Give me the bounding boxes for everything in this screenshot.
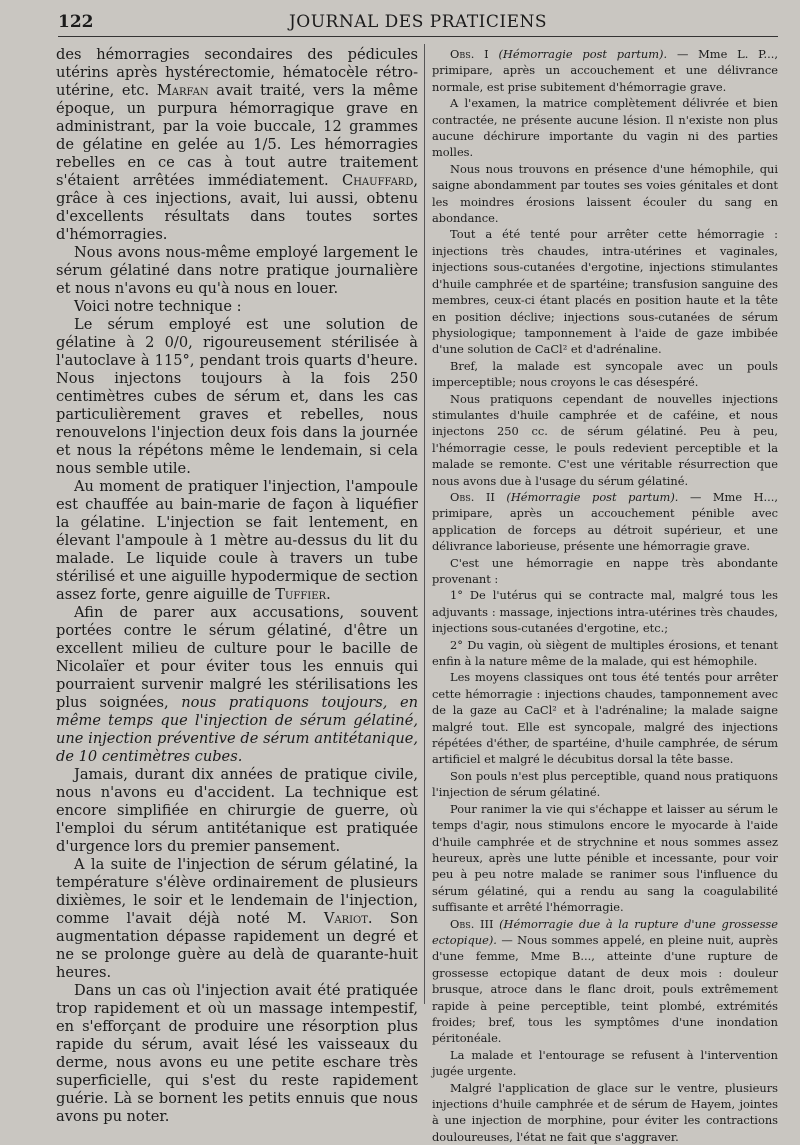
paragraph-text: — Mme L. P..., primipare, après un accouchement et une délivrance normale, est prise subitement d'hémorragie grave.: [432, 47, 778, 94]
paragraph: Le sérum employé est une solution de gélatine à 2 0/0, rigoureusement stérilisée à l'autoclave à 115°, pendant trois quarts d'heure. Nous injectons toujours à la fois 250 centimètres cubes de sérum et, dans les cas particulièrement graves et rebelles, nous renouvelons l'injection deux fois dans la journée et nous la répétons même le lendemain, si cela nous semble utile.: [56, 316, 418, 477]
observation-2: [432, 489, 778, 555]
paragraph: Malgré l'application de glace sur le ventre, plusieurs injections d'huile camphrée et de sérum de Hayem, jointes à une injection de morphine, pour éviter les contractions douloureuses, l'état ne fait que s'aggraver.: [432, 1080, 778, 1144]
emphasis-text: nous pratiquons toujours, en même temps que l'injection de sérum gélatiné, une injection préventive de sérum antitétanique, de 10 centimètres cubes.: [56, 694, 419, 765]
paragraph: Bref, la malade est syncopale avec un pouls imperceptible; nous croyons le cas désespéré.: [432, 358, 778, 390]
paragraph: Tout a été tenté pour arrêter cette hémorragie : injections très chaudes, intra-utérines et vaginales, injections sous-cutanées d'ergotine, injections stimulantes d'huile camphrée et de spartéine; transfusion sanguine des membres, ceux-ci étant placés en position haute et la tête en position déclive; injections sous-cutanées de sérum physiologique; tamponnement à l'aide de gaze imbibée d'une solution de CaCl² et d'adrénaline.: [432, 227, 778, 357]
observation-label: Obs. III: [450, 916, 494, 931]
observation-title: (Hémorragie post partum).: [506, 489, 679, 504]
author-name: Chauffard: [342, 172, 414, 189]
journal-title: JOURNAL DES PRATICIENS: [288, 12, 548, 32]
observation-label: Obs. II: [450, 489, 495, 504]
paragraph: Voici notre technique :: [74, 298, 242, 315]
paragraph: [56, 478, 418, 604]
paragraph: 1° De l'utérus qui se contracte mal, malgré tous les adjuvants : massage, injections intra-utérines très chaudes, injections sous-cutanées d'ergotine, etc.;: [432, 588, 778, 636]
paragraph: Nous avons nous-même employé largement le sérum gélatiné dans notre pratique journalière et nous n'avons eu qu'à nous en louer.: [56, 244, 418, 297]
author-name: Tuffier: [275, 586, 327, 603]
paragraph: Nous pratiquons cependant de nouvelles injections stimulantes d'huile camphrée et de caféine, et nous injectons 250 cc. de sérum gélatiné. Peu à peu, l'hémorragie cesse, le pouls redevient perceptible et la malade se remonte. C'est une véritable résurrection que nous avons due à l'usage du sérum gélatiné.: [432, 391, 778, 488]
paragraph: [56, 604, 418, 766]
paragraph-text: — Mme H..., primipare, après un accouchement pénible avec application de forceps au détroit supérieur, et une délivrance laborieuse, présente une hémorragie grave.: [432, 489, 779, 554]
header-rule: [58, 36, 778, 37]
paragraph: [56, 46, 418, 244]
paragraph-text: Au moment de pratiquer l'injection, l'ampoule est chauffée au bain-marie de façon à liquéfier la gélatine. L'injection se fait lentement, en élevant l'ampoule à 1 mètre au-dessus du lit du malade. Le liquide coule à travers un tube stérilisé et une aiguille hypodermique de section assez forte, genre aiguille de: [56, 478, 418, 603]
paragraph: A l'examen, la matrice complètement délivrée et bien contractée, ne présente aucune lésion. Il n'existe non plus aucune déchirure importante du vagin ni des parties molles.: [432, 96, 778, 160]
right-column: [432, 46, 778, 1145]
paragraph: C'est une hémorragie en nappe très abondante provenant :: [432, 555, 778, 586]
column-separator: [424, 44, 425, 1004]
paragraph-text: . Son augmentation dépasse rapidement un degré et ne se prolonge guère au delà de quarante-huit heures.: [56, 910, 418, 981]
paragraph-text: des hémorragies secondaires des pédicules utérins après hystérectomie, hématocèle rétro-utérine, etc.: [56, 46, 418, 99]
paragraph-text: Afin de parer aux accusations, souvent portées contre le sérum gélatiné, d'être un excellent milieu de culture pour le bacille de Nicolaïer et pour éviter tous les ennuis qui pourraient survenir malgré les stérilisations les plus soignées,: [56, 604, 418, 711]
author-name: Variot: [323, 910, 368, 927]
observation-1: [432, 46, 778, 95]
paragraph: Nous nous trouvons en présence d'une hémophile, qui saigne abondamment par toutes ses voies génitales et dont les moindres érosions laissent écouler du sang en abondance.: [432, 161, 778, 226]
paragraph: 2° Du vagin, où siègent de multiples érosions, et tenant enfin à la nature même de la malade, qui est hémophile.: [432, 637, 778, 669]
paragraph-text: avait traité, vers la même époque, un purpura hémorragique grave en administrant, par la voie buccale, 12 grammes de gélatine en gelée au 1/5. Les hémorragies rebelles en ce cas à tout autre traitement s'étaient arrêtées immédiatement.: [56, 82, 419, 189]
paragraph: Son pouls n'est plus perceptible, quand nous pratiquons l'injection de sérum gélatiné.: [432, 768, 778, 800]
paragraph-text: , grâce à ces injections, avait, lui aussi, obtenu d'excellents résultats dans toutes sortes d'hémorragies.: [56, 172, 418, 243]
running-header: [58, 10, 778, 34]
paragraph-text: — Nous sommes appelé, en pleine nuit, auprès d'une femme, Mme B..., atteinte d'une rupture de grossesse ectopique datant de deux mois : douleur brusque, atroce dans le flanc droit, pouls extrêmement rapide à peine perceptible, teint plombé, extrémités froides; bref, tous les symptômes d'une inondation péritonéale.: [432, 932, 778, 1046]
observation-label: Obs. I: [450, 47, 489, 61]
paragraph: Pour ranimer la vie qui s'échappe et laisser au sérum le temps d'agir, nous stimulons encore le myocarde à l'aide d'huile camphrée et de strychnine et nous sommes assez heureux, après une lutte pénible et incessante, pour voir peu à peu notre malade se ranimer sous l'influence du sérum gélatiné, qui a rendu au sang la coagulabilité suffisante et arrêté l'hémorragie.: [432, 801, 778, 915]
paragraph-text: A la suite de l'injection de sérum gélatiné, la température s'élève ordinairement de plusieurs dixièmes, le soir et le lendemain de l'injection, comme l'avait déjà noté M.: [56, 856, 418, 927]
paragraph: [56, 856, 418, 982]
author-name: Marfan: [156, 82, 209, 99]
paragraph: La malade et l'entourage se refusent à l'intervention jugée urgente.: [432, 1047, 778, 1079]
observation-title: (Hémorragie post partum).: [498, 47, 668, 61]
page-number: 122: [58, 12, 94, 32]
observation-title: (Hémorragie due à la rupture d'une grossesse ectopique).: [432, 916, 778, 947]
left-column: [56, 46, 418, 1126]
observation-3: [432, 916, 778, 1047]
paragraph-text: .: [326, 586, 331, 603]
paragraph: Les moyens classiques ont tous été tentés pour arrêter cette hémorragie : injections chaudes, tamponnement avec de la gaze au CaCl² et à l'adrénaline; la malade saigne malgré tout. Elle est syncopale, malgré des injections répétées d'éther, de spartéine, d'huile camphrée, de sérum artificiel et malgré le décubitus dorsal la tête basse.: [432, 670, 778, 767]
paragraph: Dans un cas où l'injection avait été pratiquée trop rapidement et où un massage intempestif, en s'efforçant de produire une résorption plus rapide du sérum, avait lésé les vaisseaux du derme, nous avons eu une petite eschare très superficielle, qui s'est du reste rapidement guérie. Là se bornent les petits ennuis que nous avons pu noter.: [56, 982, 418, 1125]
paragraph: Jamais, durant dix années de pratique civile, nous n'avons eu d'accident. La technique est encore simplifiée en chirurgie de guerre, où l'emploi du sérum antitétanique est pratiquée d'urgence lors du premier pansement.: [56, 766, 418, 855]
